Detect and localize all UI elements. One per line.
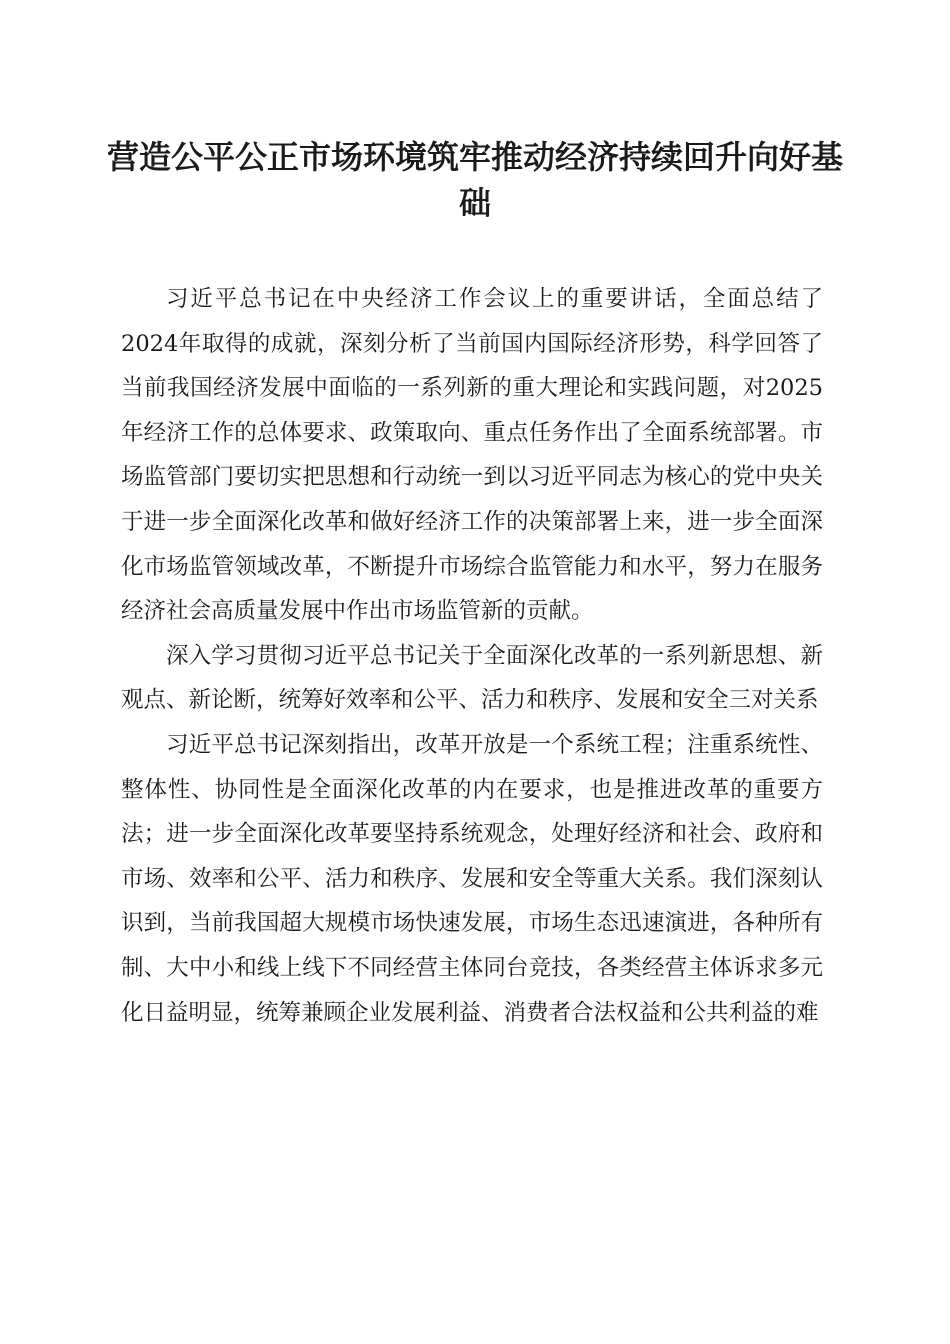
- paragraph-2-subheading: 深入学习贯彻习近平总书记关于全面深化改革的一系列新思想、新观点、新论断，统筹好效率和公平、活力和秩序、发展和安全三对关系: [121, 642, 823, 714]
- paragraph-3: 习近平总书记深刻指出，改革开放是一个系统工程；注重系统性、整体性、协同性是全面深化改革的内在要求，也是推进改革的重要方法；进一步全面深化改革要坚持系统观念，处理好经济和社会、政府和市场、效率和公平、活力和秩序、发展和安全等重大关系。我们深刻认识到，当前我国超大规模市场快速发展，市场生态迅速演进，各种所有制、大中小和线上线下不同经营主体同台竞技，各类经营主体诉求多元化日益明显，统筹兼顾企业发展利益、消费者合法权益和公共利益的难: [121, 731, 823, 1026]
- document-title: 营造公平公正市场环境筑牢推动经济持续回升向好基础: [106, 138, 843, 222]
- paragraph-1: 习近平总书记在中央经济工作会议上的重要讲话，全面总结了2024年取得的成就，深刻分析了当前国内国际经济形势，科学回答了当前我国经济发展中面临的一系列新的重大理论和实践问题，对2025年经济工作的总体要求、政策取向、重点任务作出了全面系统部署。市场监管部门要切实把思想和行动统一到以习近平同志为核心的党中央关于进一步全面深化改革和做好经济工作的决策部署上来，进一步全面深化市场监管领域改革，不断提升市场综合监管能力和水平，努力在服务经济社会高质量发展中作出市场监管新的贡献。: [121, 286, 823, 625]
- document-body: [121, 277, 823, 1035]
